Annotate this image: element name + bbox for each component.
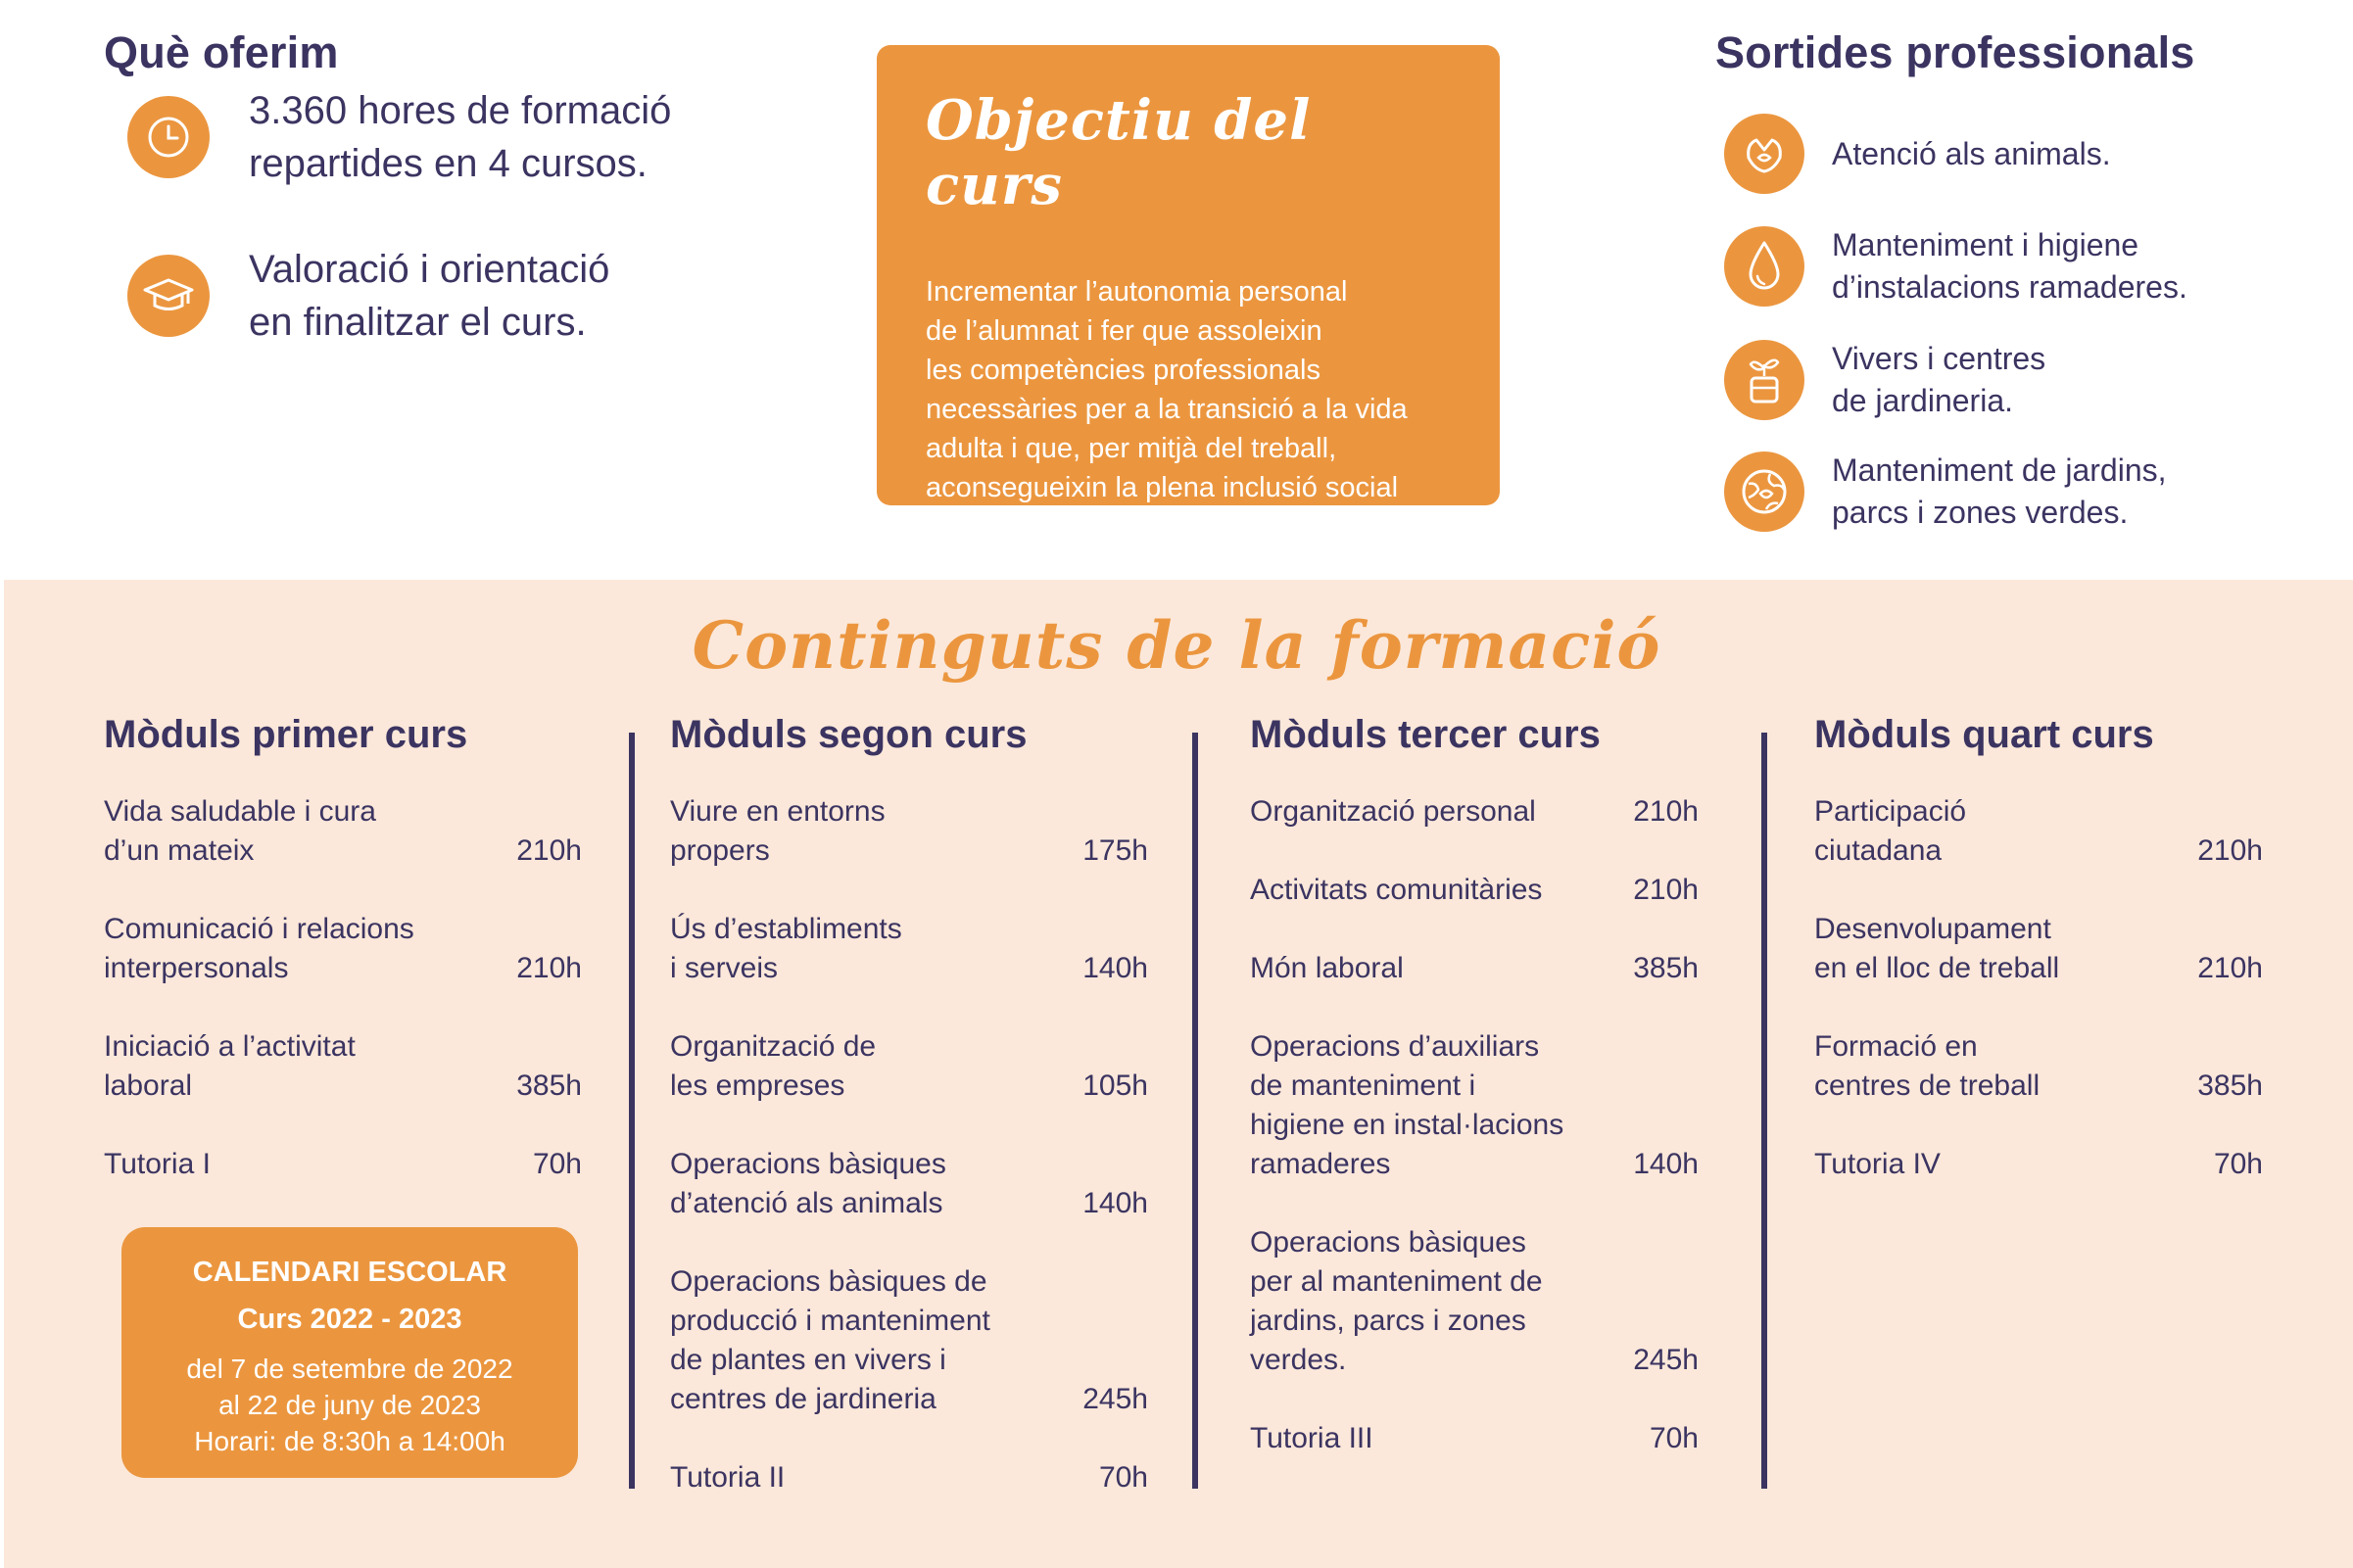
calendar-box: [121, 1227, 578, 1478]
objective-text: Incrementar l’autonomia personal de l’alumnat i fer que assoleixin les competències professionals necessàries per a la transició a la vida adulta i que, per mitjà del treball, aconsegueixin la plena inclusió social i laboral.: [926, 276, 1408, 543]
module-hours: 140h: [1082, 952, 1148, 984]
module-row: [670, 1262, 1148, 1419]
outlet-item: [1724, 224, 2187, 309]
module-name: Tutoria IV: [1814, 1148, 1941, 1180]
module-hours: 210h: [2197, 834, 2263, 867]
plant-pot-icon: [1724, 340, 1804, 420]
module-row: [1250, 1027, 1699, 1184]
graduation-cap-icon: [127, 255, 210, 337]
clock-icon: [127, 96, 210, 178]
module-hours: 210h: [1633, 795, 1699, 828]
module-name: Operacions bàsiques d’atenció als animals: [670, 1148, 946, 1219]
offer-item-text: 3.360 hores de formació repartides en 4 cursos.: [249, 89, 672, 185]
animal-care-icon: [1724, 114, 1804, 194]
module-name: Tutoria III: [1250, 1422, 1373, 1454]
outlet-item: [1724, 450, 2167, 534]
offer-item-hours: [127, 84, 671, 190]
module-hours: 385h: [516, 1069, 582, 1102]
module-hours: 70h: [1098, 1461, 1148, 1494]
modules-column-2: [670, 713, 1148, 1537]
module-name: Formació en centres de treball: [1814, 1030, 2041, 1102]
module-hours: 70h: [532, 1148, 582, 1180]
module-hours: 210h: [516, 834, 582, 867]
module-name: Desenvolupament en el lloc de treball: [1814, 913, 2060, 984]
module-hours: 70h: [2213, 1148, 2263, 1180]
calendar-course: Curs 2022 - 2023: [237, 1304, 462, 1335]
module-name: Organització personal: [1250, 795, 1536, 828]
objective-box: [877, 45, 1500, 543]
module-row: [1250, 949, 1699, 988]
module-row: [104, 1027, 582, 1106]
module-row: [104, 792, 582, 871]
outlet-item: [1724, 114, 2111, 194]
module-name: Vida saludable i cura d’un mateix: [104, 795, 376, 867]
offer-item-orientation: [127, 243, 609, 349]
module-row: [670, 910, 1148, 988]
module-name: Tutoria I: [104, 1148, 211, 1180]
column-title: Mòduls quart curs: [1814, 713, 2154, 756]
objective-title: Objectiu del curs: [926, 88, 1312, 217]
module-row: [670, 1458, 1148, 1497]
modules-column-3: [1250, 713, 1699, 1497]
module-row: [1814, 910, 2263, 988]
column-title: Mòduls segon curs: [670, 713, 1028, 756]
module-row: [1250, 1223, 1699, 1380]
module-hours: 385h: [2197, 1069, 2263, 1102]
calendar-dates: del 7 de setembre de 2022 al 22 de juny de 2023 Horari: de 8:30h a 14:00h: [186, 1354, 513, 1456]
modules-column-1: [104, 713, 582, 1223]
module-hours: 210h: [516, 952, 582, 984]
outlet-text: Atenció als animals.: [1832, 135, 2111, 171]
outlet-text: Vivers i centres de jardineria.: [1832, 341, 2046, 418]
column-title: Mòduls primer curs: [104, 713, 468, 756]
module-hours: 140h: [1633, 1148, 1699, 1180]
module-hours: 70h: [1649, 1422, 1699, 1454]
module-row: [1250, 1419, 1699, 1458]
module-hours: 385h: [1633, 952, 1699, 984]
module-name: Viure en entorns propers: [670, 795, 886, 867]
module-name: Comunicació i relacions interpersonals: [104, 913, 414, 984]
offer-item-text: Valoració i orientació en finalitzar el curs.: [249, 248, 610, 344]
module-row: [1250, 792, 1699, 832]
module-hours: 210h: [1633, 874, 1699, 906]
column-title: Mòduls tercer curs: [1250, 713, 1601, 756]
module-row: [670, 1145, 1148, 1223]
module-name: Tutoria II: [670, 1461, 786, 1494]
module-name: Operacions bàsiques de producció i manteniment de plantes en vivers i centres de jardineria: [670, 1265, 990, 1415]
module-row: [104, 910, 582, 988]
module-name: Organització de les empreses: [670, 1030, 877, 1102]
module-hours: 245h: [1082, 1383, 1148, 1415]
outlet-text: Manteniment de jardins, parcs i zones verdes.: [1832, 452, 2167, 530]
module-name: Operacions d’auxiliars de manteniment i higiene en instal·lacions ramaderes: [1250, 1030, 1564, 1180]
module-row: [1250, 871, 1699, 910]
module-row: [1814, 1027, 2263, 1106]
module-row: [1814, 792, 2263, 871]
module-hours: 140h: [1082, 1187, 1148, 1219]
module-name: Activitats comunitàries: [1250, 874, 1543, 906]
outlet-item: [1724, 338, 2045, 422]
module-row: [1814, 1145, 2263, 1184]
globe-leaf-icon: [1724, 451, 1804, 532]
offer-title: Què oferim: [104, 27, 339, 77]
module-row: [670, 792, 1148, 871]
module-name: Iniciació a l’activitat laboral: [104, 1030, 356, 1102]
module-name: Món laboral: [1250, 952, 1404, 984]
module-hours: 210h: [2197, 952, 2263, 984]
outlet-text: Manteniment i higiene d’instalacions ramaderes.: [1832, 227, 2187, 305]
column-divider: [1192, 733, 1198, 1489]
module-hours: 105h: [1082, 1069, 1148, 1102]
column-divider: [1761, 733, 1767, 1489]
calendar-title: CALENDARI ESCOLAR: [192, 1257, 507, 1288]
module-hours: 245h: [1633, 1344, 1699, 1376]
module-row: [670, 1027, 1148, 1106]
column-divider: [629, 733, 635, 1489]
module-name: Participació ciutadana: [1814, 795, 1967, 867]
module-name: Ús d’establiments i serveis: [670, 913, 902, 984]
outlets-title: Sortides professionals: [1715, 27, 2195, 77]
contents-title: Continguts de la formació: [692, 607, 1661, 684]
modules-column-4: [1814, 713, 2263, 1223]
module-name: Operacions bàsiques per al manteniment de jardins, parcs i zones verdes.: [1250, 1226, 1543, 1376]
module-row: [104, 1145, 582, 1184]
module-hours: 175h: [1082, 834, 1148, 867]
water-drop-icon: [1724, 226, 1804, 307]
